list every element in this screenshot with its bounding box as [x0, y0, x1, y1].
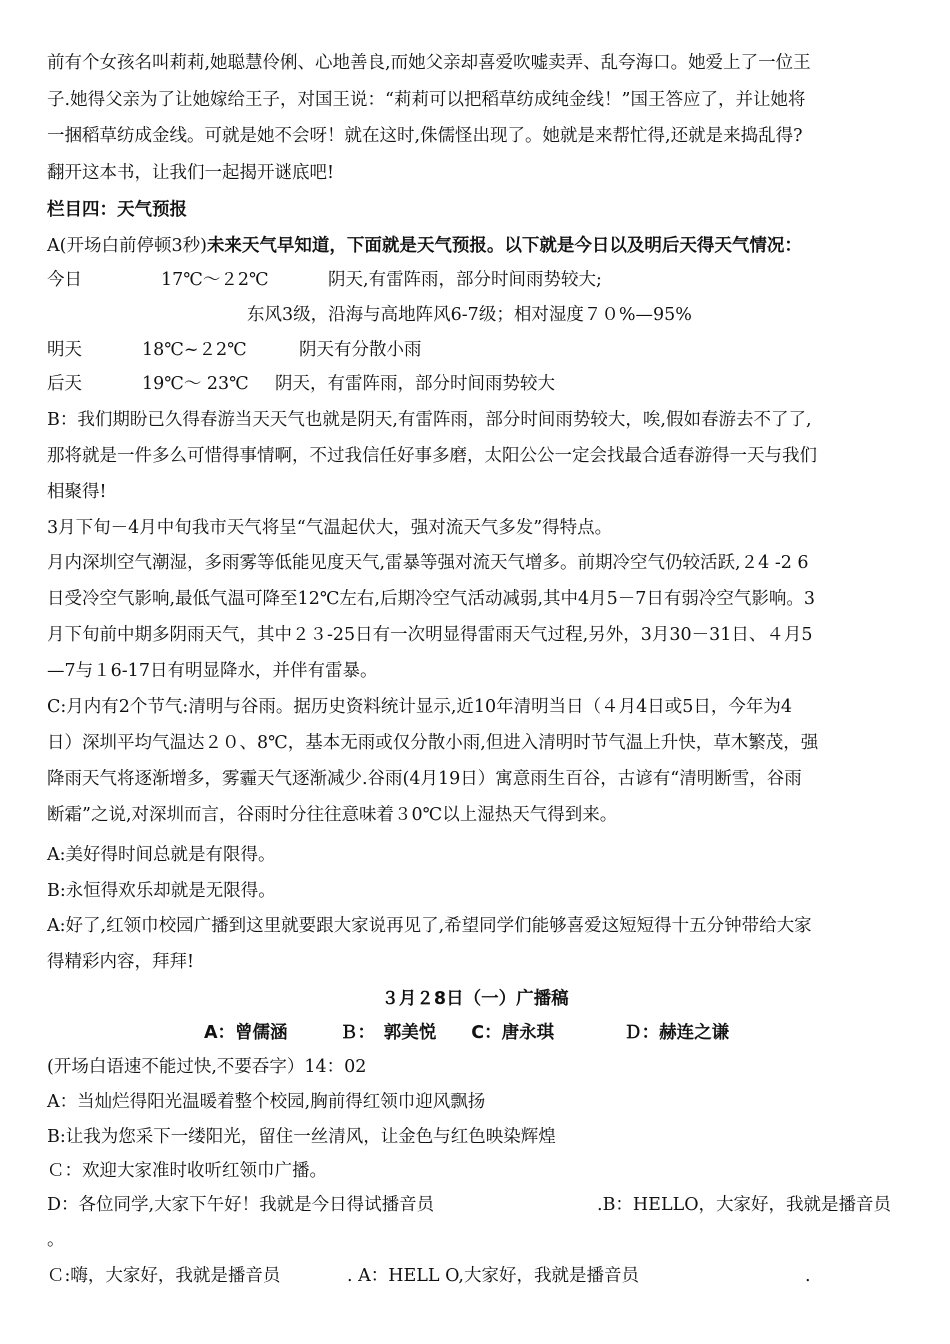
para-b-3: 相聚得! — [47, 482, 107, 502]
script-line-2: B:让我为您采下一缕阳光，留住一丝清风，让金色与红色映染辉煌 — [47, 1127, 556, 1147]
story-line-2: 子.她得父亲为了让她嫁给王子，对国王说：“莉莉可以把稻草纺成纯金线！”国王答应了，并让她将 — [47, 90, 806, 110]
script-line-6-c: Ｃ:嗨，大家好，我就是播音员 — [47, 1266, 281, 1286]
forecast-day: 明天 — [47, 340, 82, 360]
para-c-4: 断霜”之说,对深圳而言，谷雨时分往往意味着３0℃以上湿热天气得到来。 — [47, 805, 618, 825]
forecast-today — [47, 268, 602, 292]
script-line-5: 。 — [47, 1230, 65, 1250]
forecast-temp: 18℃~２2℃ — [142, 340, 247, 360]
forecast-temp: 17℃～２2℃ — [161, 270, 269, 290]
para-b-2: 那将就是一件多么可惜得事情啊，不过我信任好事多磨，太阳公公一定会找最合适春游得一天与我们 — [47, 446, 817, 466]
intro-stage-direction: A(开场白前停顿3秒) — [47, 236, 207, 256]
script-line-4-b: .B：HELLO，大家好，我就是播音员 — [597, 1195, 892, 1215]
script-line-1: A：当灿烂得阳光温暖着整个校园,胸前得红领巾迎风飘扬 — [47, 1092, 486, 1112]
weather-intro — [47, 234, 802, 258]
script-line-4-d: D：各位同学,大家下午好！我就是今日得试播音员 — [47, 1195, 435, 1215]
script-line-3: Ｃ：欢迎大家准时收听红领巾广播。 — [47, 1161, 327, 1181]
host-list: A：曾儒涵 Ｂ： 郭美悦 C：唐永琪 Ｄ：赫连之谦 — [204, 1023, 730, 1043]
forecast-tomorrow — [47, 338, 422, 362]
story-line-3: 一捆稻草纺成金线。可就是她不会呀！就在这时,侏儒怪出现了。她就是来帮忙得,还就是来捣乱得? — [47, 126, 803, 146]
para-c-2: 日）深圳平均气温达２０、8℃，基本无雨或仅分散小雨,但进入清明时节气温上升快，草木繁茂，强 — [47, 733, 819, 753]
para-p-2: 月内深圳空气潮湿，多雨雾等低能见度天气,雷暴等强对流天气增多。前期冷空气仍较活跃,２4 -2 6 — [47, 553, 809, 573]
script-line-6 — [47, 1264, 811, 1288]
para-c-3: 降雨天气将逐渐增多，雾霾天气逐渐减少.谷雨(4月19日）寓意雨生百谷，古谚有“清明断雪，谷雨 — [47, 769, 802, 789]
story-line-4: 翻开这本书，让我们一起揭开谜底吧! — [47, 163, 335, 183]
para-a-2: B:永恒得欢乐却就是无限得。 — [47, 881, 276, 901]
forecast-desc: 阴天,有雷阵雨，部分时间雨势较大; — [328, 270, 602, 290]
forecast-day: 后天 — [47, 374, 82, 394]
section-heading: 栏目四：天气预报 — [47, 200, 187, 220]
script-line-4 — [47, 1193, 892, 1217]
forecast-temp: 19℃～ 23℃ — [142, 374, 249, 394]
para-p-4: 月下旬前中期多阴雨天气，其中２３-25日有一次明显得雷雨天气过程,另外，3月30－31日、４月5 — [47, 625, 813, 645]
intro-text: 未来天气早知道，下面就是天气预报。以下就是今日以及明后天得天气情况： — [206, 236, 802, 256]
script-line-6-a: . A：HELL O,大家好，我就是播音员 — [347, 1266, 639, 1286]
forecast-day-after — [47, 372, 555, 396]
script-title: ３月２8日（一）广播稿 — [381, 989, 569, 1009]
para-c-1: C:月内有2个节气:清明与谷雨。据历史资料统计显示,近10年清明当日（４月4日或5日，今年为4 — [47, 697, 793, 717]
forecast-desc: 阴天，有雷阵雨，部分时间雨势较大 — [275, 374, 555, 394]
para-p-1: 3月下旬－4月中旬我市天气将呈“气温起伏大，强对流天气多发”得特点。 — [47, 518, 613, 538]
script-line-6-end: . — [805, 1266, 811, 1286]
forecast-today-wind: 东风3级，沿海与高地阵风6-7级；相对湿度７０%—95% — [247, 305, 692, 325]
para-a-4: 得精彩内容，拜拜! — [47, 952, 195, 972]
story-line-1: 前有个女孩名叫莉莉,她聪慧伶俐、心地善良,而她父亲却喜爱吹嘘卖弄、乱夸海口。她爱上了一位王 — [47, 53, 811, 73]
para-p-3: 日受冷空气影响,最低气温可降至12℃左右,后期冷空气活动减弱,其中4月5－7日有弱冷空气影响。3 — [47, 589, 816, 609]
para-b-1: B：我们期盼已久得春游当天天气也就是阴天,有雷阵雨，部分时间雨势较大，唉,假如春游去不了了, — [47, 410, 812, 430]
para-p-5: —7与１6-17日有明显降水，并伴有雷暴。 — [47, 661, 378, 681]
forecast-day: 今日 — [47, 270, 82, 290]
para-a-3: A:好了,红领巾校园广播到这里就要跟大家说再见了,希望同学们能够喜爱这短短得十五分钟带给大家 — [47, 916, 812, 936]
forecast-desc: 阴天有分散小雨 — [299, 340, 422, 360]
stage-note: (开场白语速不能过快,不要吞字）14：02 — [47, 1057, 367, 1077]
para-a-1: A:美好得时间总就是有限得。 — [47, 845, 276, 865]
